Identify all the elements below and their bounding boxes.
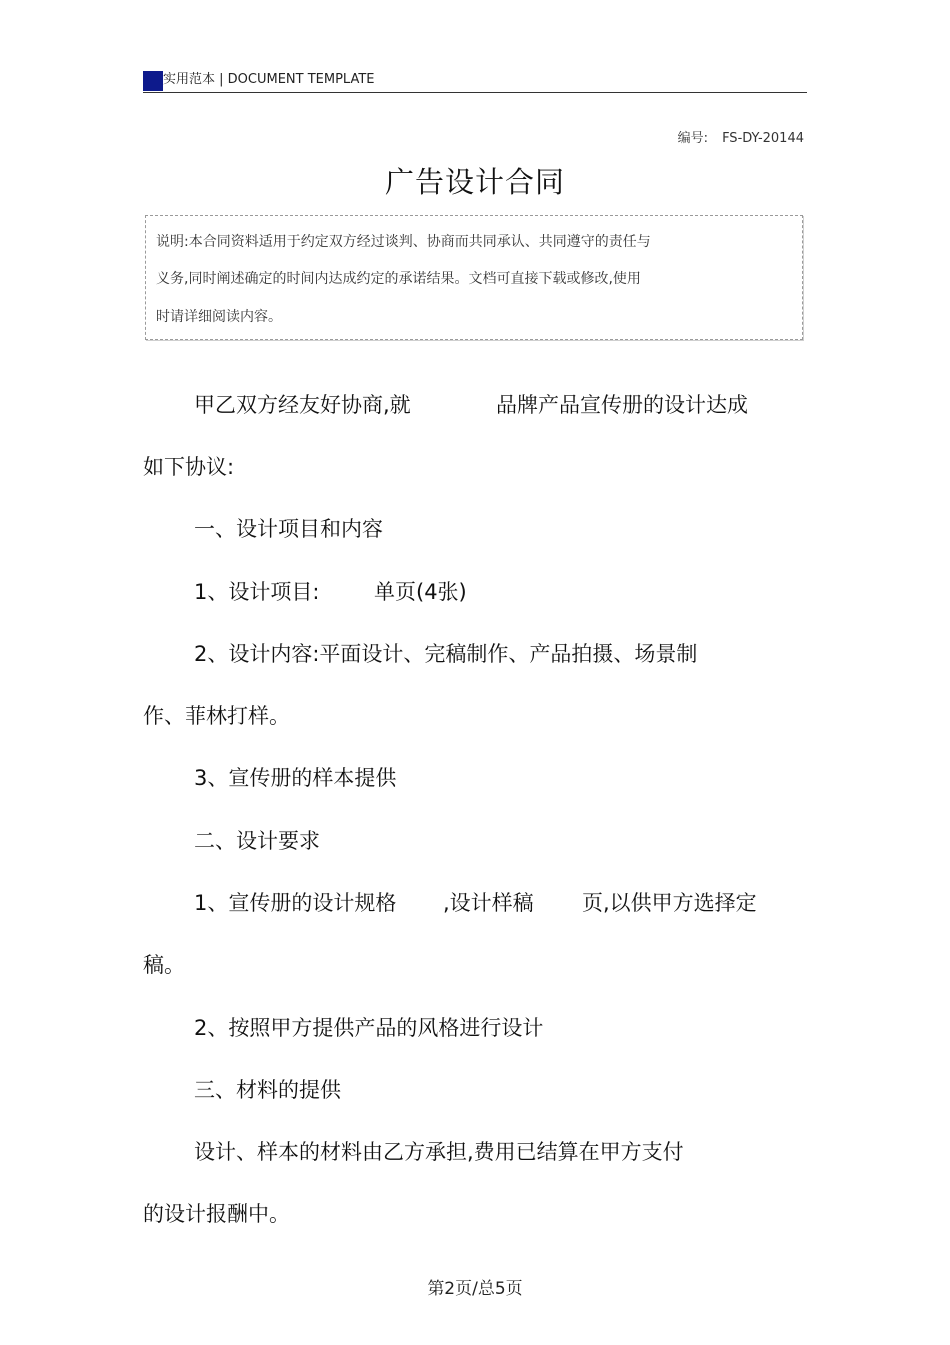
section-2-heading: 二、设计要求 [194,829,320,853]
note-line-2: 义务,同时阐述确定的时间内达成约定的承诺结果。文档可直接下载或修改,使用 [156,271,641,287]
paragraph-1-part-c: 如下协议: [143,455,235,479]
section-1-item-2-line-1: 2、设计内容:平面设计、完稿制作、产品拍摄、场景制 [194,642,698,666]
section-2-item-1-part-b: ,设计样稿 [443,891,534,915]
section-2-item-2: 2、按照甲方提供产品的风格进行设计 [194,1016,544,1040]
note-box [145,215,803,340]
section-2-item-1-part-c: 页,以供甲方选择定 [582,891,757,915]
section-1-item-3: 3、宣传册的样本提供 [194,766,397,790]
note-line-3: 时请详细阅读内容。 [156,309,282,325]
note-line-1: 说明:本合同资料适用于约定双方经过谈判、协商而共同承认、共同遵守的责任与 [156,234,651,250]
section-1-item-1-label: 1、设计项目: [194,580,320,604]
section-1-item-2-line-2: 作、菲林打样。 [143,704,290,728]
section-3-paragraph-line-1: 设计、样本的材料由乙方承担,费用已结算在甲方支付 [194,1140,684,1164]
document-header [143,68,807,93]
section-1-heading: 一、设计项目和内容 [194,517,383,541]
document-title: 广告设计合同 [384,165,565,199]
header-logo-square [143,71,163,91]
section-3-paragraph-line-2: 的设计报酬中。 [143,1202,290,1226]
section-2-item-1-part-d: 稿。 [143,953,185,977]
section-3-heading: 三、材料的提供 [194,1078,341,1102]
document-number [678,127,804,146]
paragraph-1-part-a: 甲乙双方经友好协商,就 [194,393,411,417]
header-text: 实用范本 | DOCUMENT TEMPLATE [163,72,375,87]
paragraph-1-part-b: 品牌产品宣传册的设计达成 [496,393,748,417]
section-2-item-1-part-a: 1、宣传册的设计规格 [194,891,397,915]
page-indicator: 第2页/总5页 [427,1279,523,1299]
document-number-value: FS-DY-20144 [722,131,804,146]
document-number-label: 编号: [677,131,709,146]
section-1-item-1-value: 单页(4张) [374,580,467,604]
